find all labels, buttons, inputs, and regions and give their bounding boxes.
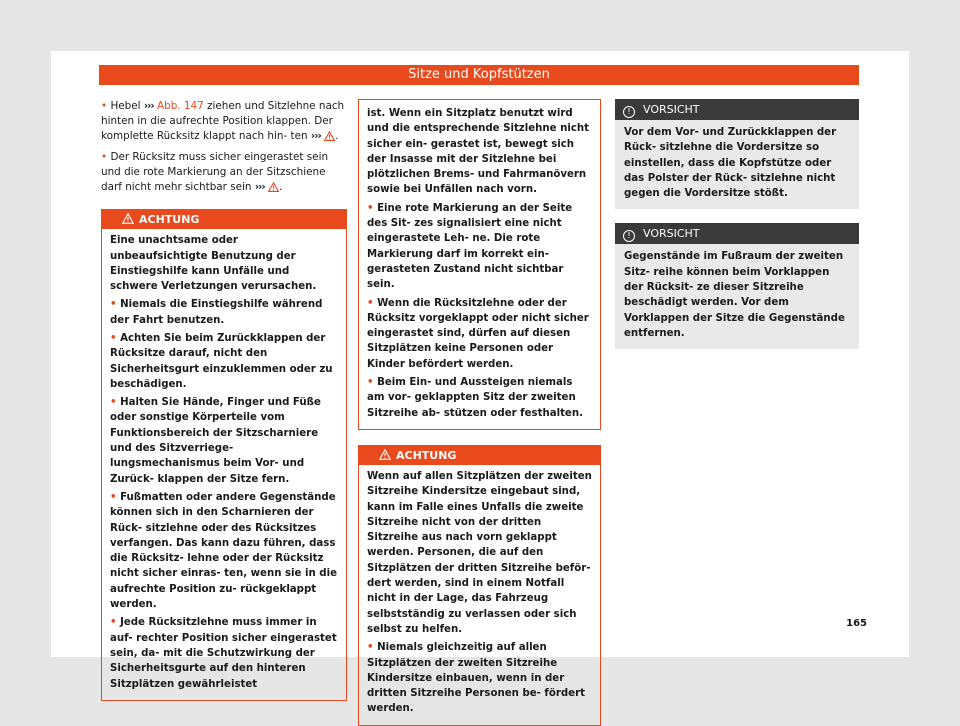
- warning-triangle-icon: [324, 131, 335, 141]
- caution-box-body: Gegenstände im Fußraum der zweiten Sitz- reihe können beim Vorklappen der Rücksit- ze dieser Sitzreihe beschädigt werden. Vor dem Vorklappen der Sitze die Gegenstände entfernen.: [624, 251, 845, 339]
- bullet-dot: •: [101, 150, 108, 163]
- info-icon: !: [623, 106, 635, 118]
- warning-box-continued: [358, 99, 601, 430]
- warning-box-body: [359, 100, 600, 429]
- warning-box-header: ACHTUNG: [359, 446, 600, 465]
- warning-intro: Wenn auf allen Sitzplätzen der zweiten Sitzreihe Kindersitze eingebaut sind, kann im Falle eines Unfalls die zweite Sitzreihe nicht von der dritten Sitzreihe aus nach vorn geklappt werden. Personen, die auf den Sitzplätzen der dritten Sitzreihe beför- dert werden, sind in einem Notfall nicht in der Lage, das Fahrzeug selbstständig zu verlassen oder sich selbst zu helfen.: [367, 470, 592, 635]
- section-header: Sitze und Kopfstützen: [99, 65, 859, 85]
- caution-box-1: [615, 99, 859, 209]
- warning-box-1: [101, 209, 347, 701]
- warning-bullet: • Niemals die Einstiegshilfe während der Fahrt benutzen.: [110, 299, 323, 326]
- warning-bullet: • Jede Rücksitzlehne muss immer in auf- rechter Position sicher eingerastet sein, da- mit die Schutzwirkung der Sicherheitsgurte auf den hinteren Sitzplätzen gewährleistet: [110, 617, 337, 690]
- manual-page: [51, 51, 909, 715]
- column-2: [358, 99, 601, 726]
- warning-triangle-icon: [122, 213, 134, 224]
- figure-link[interactable]: Abb. 147: [153, 100, 204, 112]
- caution-box-body: Vor dem Vor- und Zurückklappen der Rück- sitzlehne die Vordersitze so einstellen, dass die Kopfstütze oder das Polster der Rück- sitzlehne nicht gegen die Vordersitze stößt.: [624, 127, 837, 200]
- warning-box-body: [359, 465, 600, 725]
- warning-box-2: [358, 445, 601, 726]
- caution-box-2: [615, 223, 859, 349]
- warning-box-body: [102, 229, 346, 700]
- warning-bullet: • Achten Sie beim Zurückklappen der Rücksitze darauf, nicht den Sicherheitsgurt einzuklemmen oder zu beschädigen.: [110, 333, 333, 390]
- caution-box-header: ! VORSICHT: [615, 99, 859, 120]
- column-3: [615, 99, 859, 349]
- caution-box-header: ! VORSICHT: [615, 223, 859, 244]
- instruction-paragraph-1: • Hebel ››› Abb. 147 ziehen und Sitzlehne nach hinten in die aufrechte Position klappen. Der komplette Rücksitz klappt nach hin- ten ››› .: [101, 100, 345, 143]
- warning-bullet: • Wenn die Rücksitzlehne oder der Rücksitz vorgeklappt oder nicht sicher eingerastet sind, dürfen auf diesen Sitzplätzen keine Personen oder Kinder befördert werden.: [367, 297, 589, 370]
- column-1: [101, 99, 347, 701]
- warning-triangle-icon: [268, 182, 279, 192]
- warning-intro: ist. Wenn ein Sitzplatz benutzt wird und die entsprechende Sitzlehne nicht sicher ein- gerastet ist, bewegt sich der Insasse mit der Sitzlehne bei plötzlichen Brems- und Fahrmanövern sowie bei Unfällen nach vorn.: [367, 108, 590, 196]
- warning-bullet: • Fußmatten oder andere Gegenstände können sich in den Scharnieren der Rück- sitzlehne oder des Rücksitzes verfangen. Das kann dazu führen, dass die Rücksitz- lehne oder der Rücksitz nicht sicher einras- ten, wenn sie in die aufrechte Position zu- rückgeklappt werden.: [110, 491, 337, 611]
- warning-intro: Eine unachtsame oder unbeaufsichtigte Benutzung der Einstiegshilfe kann Unfälle und schwere Verletzungen verursachen.: [110, 235, 317, 293]
- instruction-paragraph-2: • Der Rücksitz muss sicher eingerastet sein und die rote Markierung an der Sitzschiene darf nicht mehr sichtbar sein ››› .: [101, 150, 329, 194]
- warning-bullet: • Eine rote Markierung an der Seite des Sit- zes signalisiert eine nicht eingerastete Leh- ne. Die rote Markierung darf im korrekt ein- gerasteten Zustand nicht sichtbar sein.: [367, 202, 573, 291]
- info-icon: !: [623, 230, 635, 242]
- bullet-dot: •: [101, 100, 108, 112]
- warning-bullet: • Beim Ein- und Aussteigen niemals am vor- geklappten Sitz der zweiten Sitzreihe ab- stützen oder festhalten.: [367, 377, 583, 419]
- warning-bullet: • Niemals gleichzeitig auf allen Sitzplätzen der zweiten Sitzreihe Kindersitze einbauen, wenn in der dritten Sitzreihe Personen be- fördert werden.: [367, 642, 585, 715]
- page-number: 165: [846, 618, 867, 629]
- warning-triangle-icon: [379, 449, 391, 460]
- warning-bullet: • Halten Sie Hände, Finger und Füße oder sonstige Körperteile vom Funktionsbereich der Sitzscharniere und des Sitzverriege- lungsmechanismus beim Vor- und Zurück- klappen der Sitze fern.: [110, 397, 321, 485]
- warning-box-header: ACHTUNG: [102, 210, 346, 229]
